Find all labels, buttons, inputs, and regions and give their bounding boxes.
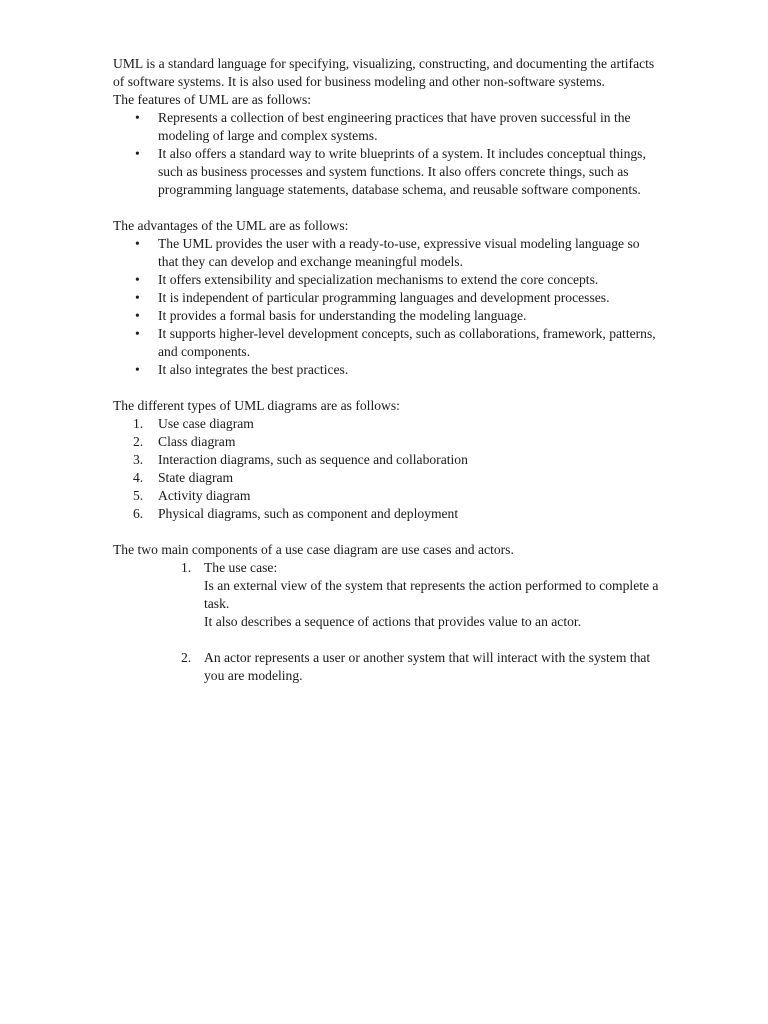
list-item bbox=[113, 559, 661, 631]
actor-description: An actor represents a user or another system that will interact with the system that you are modeling. bbox=[204, 650, 651, 683]
list-item-text: Interaction diagrams, such as sequence and collaboration bbox=[158, 452, 468, 467]
list-item bbox=[113, 235, 661, 271]
list-item-text: The UML provides the user with a ready-to-use, expressive visual modeling language so that they can develop and exchange meaningful models. bbox=[158, 236, 640, 269]
list-item bbox=[113, 325, 661, 361]
list-number: 6. bbox=[133, 506, 144, 521]
paragraph-spacer bbox=[113, 379, 661, 397]
list-item bbox=[113, 487, 661, 505]
list-item bbox=[113, 433, 661, 451]
bullet-icon: • bbox=[135, 146, 140, 161]
list-item-text: Class diagram bbox=[158, 434, 236, 449]
list-number: 3. bbox=[133, 452, 144, 467]
list-number: 1. bbox=[181, 560, 192, 575]
list-item bbox=[113, 415, 661, 433]
list-item-text: It also integrates the best practices. bbox=[158, 362, 349, 377]
list-item-text: It is independent of particular programming languages and development processes. bbox=[158, 290, 610, 305]
use-case-list bbox=[113, 559, 661, 685]
list-item bbox=[113, 649, 661, 685]
use-case-title: The use case: bbox=[204, 560, 278, 575]
list-item bbox=[113, 109, 661, 145]
use-case-description: It also describes a sequence of actions that provides value to an actor. bbox=[204, 614, 582, 629]
bullet-icon: • bbox=[135, 236, 140, 251]
bullet-icon: • bbox=[135, 290, 140, 305]
list-item bbox=[113, 271, 661, 289]
features-heading: The features of UML are as follows: bbox=[113, 92, 312, 107]
use-case-description: Is an external view of the system that represents the action performed to complete a task. bbox=[204, 578, 659, 611]
list-item-text: Use case diagram bbox=[158, 416, 254, 431]
list-item-text: It also offers a standard way to write blueprints of a system. It includes conceptual things, such as business processes and system functions. It also offers concrete things, such as programming language statements, database schema, and reusable software components. bbox=[158, 146, 646, 197]
list-item-text: Physical diagrams, such as component and deployment bbox=[158, 506, 459, 521]
bullet-icon: • bbox=[135, 326, 140, 341]
list-number: 1. bbox=[133, 416, 144, 431]
list-item bbox=[113, 307, 661, 325]
features-list bbox=[113, 109, 661, 199]
paragraph-spacer bbox=[113, 199, 661, 217]
advantages-heading: The advantages of the UML are as follows: bbox=[113, 218, 349, 233]
list-item-text: Activity diagram bbox=[158, 488, 251, 503]
list-item bbox=[113, 145, 661, 199]
list-item-text: Represents a collection of best engineering practices that have proven successful in the modeling of large and complex systems. bbox=[158, 110, 631, 143]
paragraph-spacer bbox=[113, 523, 661, 541]
list-item-text: It offers extensibility and specialization mechanisms to extend the core concepts. bbox=[158, 272, 599, 287]
advantages-list bbox=[113, 235, 661, 379]
bullet-icon: • bbox=[135, 362, 140, 377]
list-number: 5. bbox=[133, 488, 144, 503]
list-item bbox=[113, 505, 661, 523]
list-item-text: State diagram bbox=[158, 470, 234, 485]
list-number: 2. bbox=[133, 434, 144, 449]
list-item-text: It supports higher-level development concepts, such as collaborations, framework, patterns, and components. bbox=[158, 326, 656, 359]
list-number: 4. bbox=[133, 470, 144, 485]
list-item-text: It provides a formal basis for understanding the modeling language. bbox=[158, 308, 527, 323]
use-case-heading: The two main components of a use case diagram are use cases and actors. bbox=[113, 542, 514, 557]
bullet-icon: • bbox=[135, 308, 140, 323]
list-number: 2. bbox=[181, 650, 192, 665]
list-item bbox=[113, 361, 661, 379]
list-item bbox=[113, 289, 661, 307]
bullet-icon: • bbox=[135, 272, 140, 287]
document-page bbox=[113, 55, 661, 685]
bullet-icon: • bbox=[135, 110, 140, 125]
list-item bbox=[113, 469, 661, 487]
list-item bbox=[113, 451, 661, 469]
intro-paragraph: UML is a standard language for specifying, visualizing, constructing, and documenting the artifacts of software systems. It is also used for business modeling and other non-software systems. bbox=[113, 56, 655, 89]
diagram-types-list bbox=[113, 415, 661, 523]
diagram-types-heading: The different types of UML diagrams are as follows: bbox=[113, 398, 400, 413]
